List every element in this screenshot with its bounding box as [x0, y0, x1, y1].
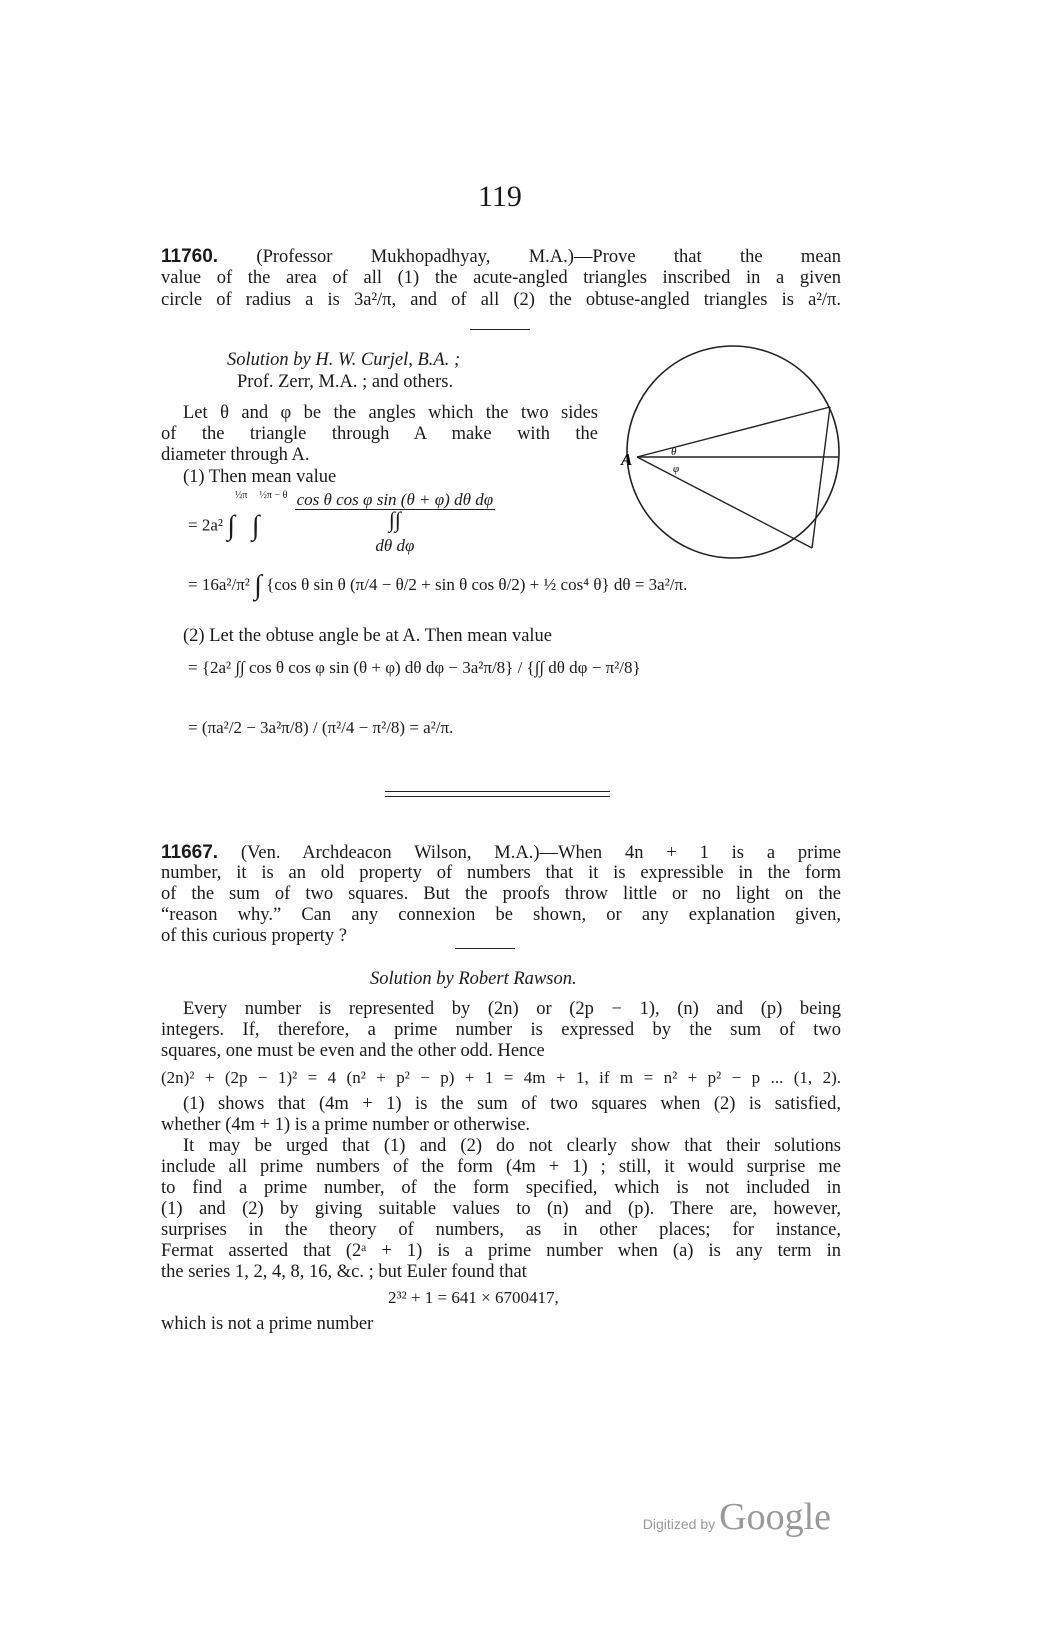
solution-by: Solution by H. W. Curjel, B.A. ;: [227, 350, 461, 370]
chord-upper: [637, 407, 830, 457]
problem-11760-line-1: [161, 246, 841, 268]
solution-by: Solution by Robert Rawson.: [370, 969, 577, 989]
body-line: (2) Let the obtuse angle be at A. Then mean value: [183, 626, 553, 646]
body-line: Every number is represented by (2n) or (2p − 1), (n) and (p) being: [183, 999, 841, 1019]
eq-prefix: = 2a²: [188, 515, 223, 535]
problem-line: number, it is an old property of numbers that it is expressible in the form: [161, 863, 841, 883]
denominator: dθ dφ: [375, 536, 415, 555]
equation-3: = {2a² ∫∫ cos θ cos φ sin (θ + φ) dθ dφ − 3a²π/8} / {∫∫ dθ dφ − π²/8}: [188, 658, 641, 677]
eq-result: = 3a²/π.: [634, 574, 688, 594]
problem-11667-line-1: [161, 842, 841, 864]
problem-number: 11760.: [161, 246, 219, 267]
numerator: cos θ cos φ sin (θ + φ) dθ dφ: [296, 490, 494, 509]
body-line: diameter through A.: [161, 445, 310, 465]
integral-sign: ∫: [227, 510, 235, 542]
watermark-text: Digitized by: [642, 1516, 716, 1532]
body-line: the series 1, 2, 4, 8, 16, &c. ; but Euler found that: [161, 1262, 527, 1282]
body-line: surprises in the theory of numbers, as in other places; for instance,: [161, 1220, 841, 1240]
problem-text: (Professor Mukhopadhyay, M.A.)—Prove that the mean: [256, 247, 841, 267]
body-line: Fermat asserted that (2ᵃ + 1) is a prime number when (a) is any term in: [161, 1241, 841, 1261]
body-line: whether (4m + 1) is a prime number or otherwise.: [161, 1115, 531, 1135]
eq-body: {cos θ sin θ (π/4 − θ/2 + sin θ cos θ/2) + ½ cos⁴ θ} dθ: [266, 574, 631, 594]
divider: [470, 329, 530, 330]
label-theta: θ: [671, 446, 677, 458]
solution-by-2: Prof. Zerr, M.A. ; and others.: [237, 372, 454, 392]
label-phi: φ: [673, 463, 680, 475]
equation-line: 2³² + 1 = 641 × 6700417,: [388, 1288, 559, 1307]
body-line: (1) shows that (4m + 1) is the sum of two squares when (2) is satisfied,: [183, 1094, 841, 1114]
google-logo: Google: [719, 1496, 831, 1538]
problem-line: “reason why.” Can any connexion be shown, or any explanation given,: [161, 905, 841, 925]
problem-line: of this curious property ?: [161, 926, 347, 946]
body-line: which is not a prime number: [161, 1314, 374, 1334]
double-rule-bottom: [385, 796, 610, 797]
body-line: integers. If, therefore, a prime number is expressed by the sum of two: [161, 1020, 841, 1040]
eq-prefix: = 16a²/π²: [188, 574, 250, 594]
digitized-by-google-watermark: [643, 1495, 831, 1539]
label-a: A: [621, 450, 633, 469]
body-line: It may be urged that (1) and (2) do not clearly show that their solutions: [183, 1136, 841, 1156]
equation-2: = 16a²/π² ∫ {cos θ sin θ (π/4 − θ/2 + sin θ cos θ/2) + ½ cos⁴ θ} dθ = 3a²/π.: [188, 570, 688, 601]
body-line: (1) Then mean value: [183, 467, 337, 487]
chord-right: [812, 407, 830, 548]
body-line: of the triangle through A make with the: [161, 424, 598, 444]
page-number: 119: [478, 180, 522, 213]
problem-11760-line-3: circle of radius a is 3a²/π, and of all (2) the obtuse-angled triangles is a²/π.: [161, 290, 841, 310]
body-line: (1) and (2) by giving suitable values to (n) and (p). There are, however,: [161, 1199, 841, 1219]
double-rule-top: [385, 791, 610, 792]
equation-1: = 2a² ∫$^{\frac{1}{2}\pi}$ ∫$^{\frac{1}{2}\pi - \theta}$ cos θ cos φ sin (θ + φ) dθ dφ ∫∫ dθ dφ: [188, 490, 494, 555]
equation-line: (2n)² + (2p − 1)² = 4 (n² + p² − p) + 1 = 4m + 1, if m = n² + p² − p ... (1, 2).: [161, 1068, 841, 1087]
problem-number: 11667.: [161, 842, 219, 863]
circle-figure: [615, 340, 845, 570]
body-line: squares, one must be even and the other odd. Hence: [161, 1041, 545, 1061]
chord-lower: [637, 457, 812, 548]
limit: ½π: [234, 490, 248, 501]
problem-line: of the sum of two squares. But the proofs throw little or no light on the: [161, 884, 841, 904]
divider: [455, 948, 515, 949]
body-line: to find a prime number, of the form specified, which is not included in: [161, 1178, 841, 1198]
equation-4: = (πa²/2 − 3a²π/8) / (π²/4 − π²/8) = a²/π.: [188, 718, 454, 737]
integral-sign: ∫: [251, 510, 260, 542]
limit: ½π − θ: [259, 490, 288, 501]
problem-text: (Ven. Archdeacon Wilson, M.A.)—When 4n + 1 is a prime: [240, 843, 842, 863]
body-line: include all prime numbers of the form (4m + 1) ; still, it would surprise me: [161, 1157, 841, 1177]
problem-11760-line-2: value of the area of all (1) the acute-angled triangles inscribed in a given: [161, 268, 841, 288]
body-line: Let θ and φ be the angles which the two sides: [183, 403, 598, 423]
